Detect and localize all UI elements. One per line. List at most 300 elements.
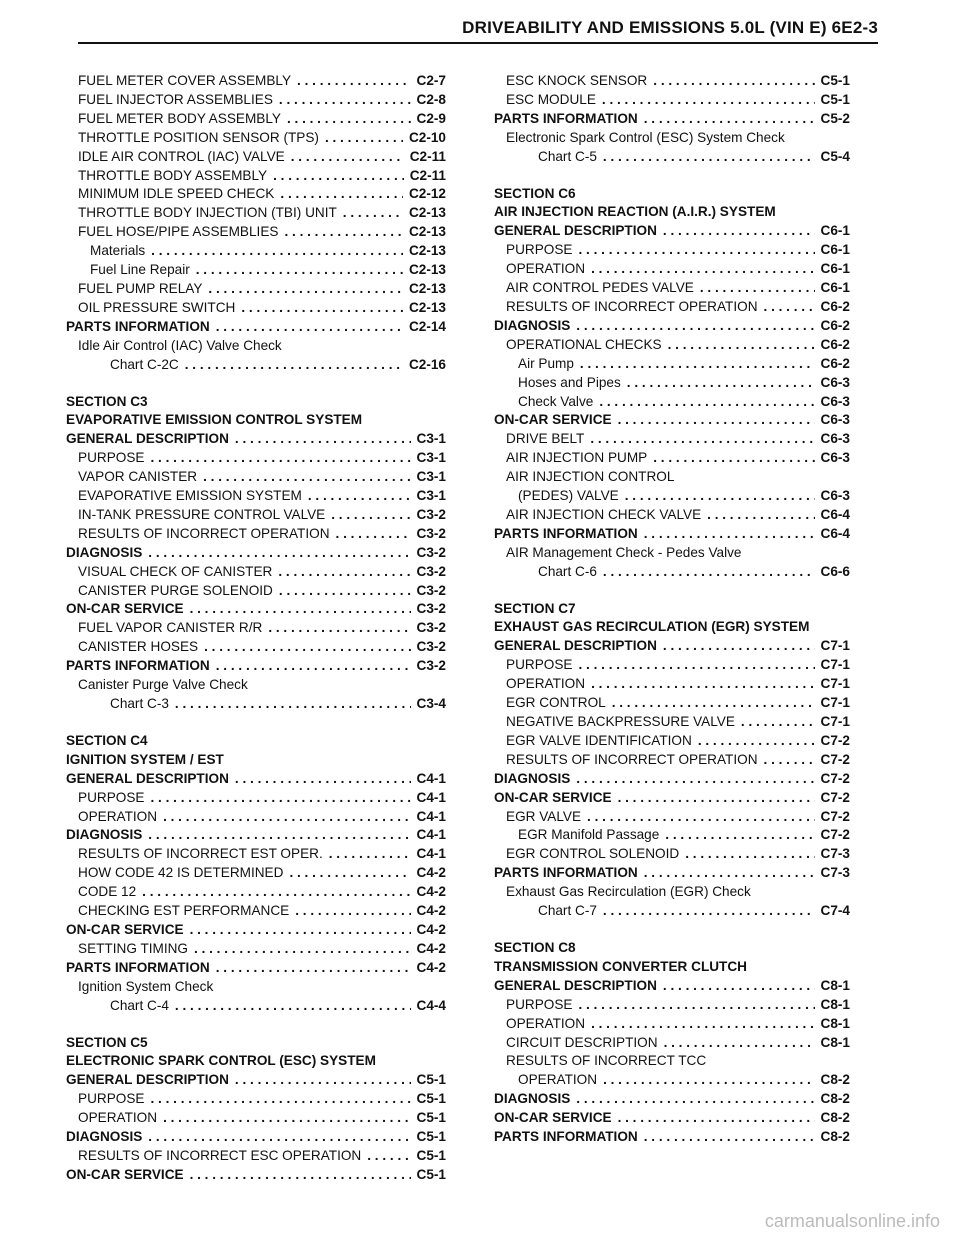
toc-entry — [494, 430, 850, 449]
toc-entry-title: RESULTS OF INCORRECT TCC — [506, 1053, 707, 1069]
toc-entry — [66, 129, 446, 148]
toc-page-number: C3-2 — [416, 620, 446, 636]
toc-entry — [494, 977, 850, 996]
dot-leader — [741, 713, 815, 732]
toc-entry — [494, 393, 850, 412]
dot-leader — [644, 864, 815, 883]
toc-left-column — [66, 72, 446, 1185]
dot-leader — [196, 261, 403, 280]
toc-page-number: C6-3 — [820, 450, 850, 466]
toc-page-number: C4-1 — [416, 846, 446, 862]
toc-page-number: C7-1 — [820, 714, 850, 729]
toc-entry-title: ON-CAR SERVICE — [66, 1166, 184, 1182]
dot-leader — [148, 1128, 410, 1147]
dot-leader — [163, 1109, 410, 1128]
dot-leader — [148, 544, 410, 563]
toc-entry — [494, 694, 850, 713]
toc-entry-title: Canister Purge Valve Check — [78, 677, 248, 693]
toc-page-number: C3-2 — [416, 563, 446, 579]
toc-entry-title: GENERAL DESCRIPTION — [66, 770, 229, 786]
dot-leader — [644, 525, 815, 544]
toc-entry — [66, 921, 446, 940]
toc-entry-title: EVAPORATIVE EMISSION CONTROL SYSTEM — [66, 412, 363, 428]
toc-entry-title: Materials — [90, 243, 146, 259]
toc-entry-title: CODE 12 — [78, 884, 137, 900]
toc-entry-title: FUEL METER COVER ASSEMBLY — [78, 73, 292, 88]
toc-page-number: C5-1 — [416, 1072, 446, 1088]
toc-entry-title: RESULTS OF INCORRECT OPERATION — [506, 751, 758, 767]
toc-entry-title: ON-CAR SERVICE — [494, 1110, 612, 1126]
toc-entry-title: Chart C-3 — [110, 696, 169, 711]
dot-leader — [279, 582, 411, 601]
toc-page-number: C8-2 — [820, 1072, 850, 1088]
toc-entry-title: EGR CONTROL — [506, 695, 606, 711]
toc-entry-title: ON-CAR SERVICE — [494, 412, 612, 428]
toc-entry-title: RESULTS OF INCORRECT OPERATION — [78, 525, 330, 541]
dot-leader — [663, 637, 815, 656]
toc-page-number: C5-1 — [820, 73, 850, 88]
toc-entry-title: ESC KNOCK SENSOR — [506, 73, 648, 88]
dot-leader — [235, 770, 411, 789]
toc-entry-title: PARTS INFORMATION — [494, 865, 638, 881]
toc-page-number: C7-1 — [820, 676, 850, 692]
toc-entry — [66, 223, 446, 242]
toc-entry-title: PARTS INFORMATION — [494, 1129, 638, 1145]
toc-page-number: C6-6 — [820, 563, 850, 579]
watermark: carmanualsonline.info — [764, 1211, 940, 1231]
dot-leader — [329, 845, 411, 864]
toc-page-number: C3-2 — [416, 506, 446, 522]
toc-page-number: C3-2 — [416, 658, 446, 674]
toc-entry-title: (PEDES) VALVE — [518, 488, 619, 504]
toc-entry-title: IDLE AIR CONTROL (IAC) VALVE — [78, 148, 285, 164]
page-header — [78, 18, 878, 44]
dot-leader — [618, 411, 815, 430]
toc-entry-title: OPERATION — [78, 808, 158, 824]
dot-leader — [336, 525, 411, 544]
toc-entry-title: ELECTRONIC SPARK CONTROL (ESC) SYSTEM — [66, 1053, 376, 1069]
toc-entry-title: CIRCUIT DESCRIPTION — [506, 1034, 658, 1050]
toc-page-number: C5-1 — [416, 1091, 446, 1107]
dot-leader — [627, 374, 815, 393]
toc-entry-title: AIR INJECTION PUMP — [506, 450, 648, 466]
section-heading — [66, 1034, 446, 1053]
toc-entry-title: RESULTS OF INCORRECT OPERATION — [506, 298, 758, 314]
toc-entry-title: CHECKING EST PERFORMANCE — [78, 903, 290, 919]
toc-entry — [66, 770, 446, 789]
dot-leader — [273, 167, 404, 186]
toc-entry-title: CANISTER PURGE SOLENOID — [78, 582, 273, 598]
dot-leader — [602, 91, 815, 110]
toc-entry-title: EVAPORATIVE EMISSION SYSTEM — [78, 488, 302, 504]
toc-page-number: C3-2 — [416, 544, 446, 560]
toc-page-number: C5-1 — [416, 1166, 446, 1182]
toc-page-number: C6-1 — [820, 223, 850, 239]
dot-leader — [203, 468, 410, 487]
toc-entry — [66, 356, 446, 375]
toc-page-number: C6-3 — [820, 488, 850, 504]
toc-entry-title: TRANSMISSION CONVERTER CLUTCH — [494, 958, 747, 974]
toc-page-number: C3-2 — [416, 582, 446, 598]
toc-page-number: C6-1 — [820, 261, 850, 277]
toc-entry-title: IGNITION SYSTEM / EST — [66, 751, 224, 767]
dot-leader — [764, 751, 815, 770]
toc-page-number: C6-4 — [820, 525, 850, 541]
toc-page-number: C6-4 — [820, 506, 850, 522]
toc-page-number: C4-1 — [416, 789, 446, 805]
section-spacer — [66, 714, 446, 732]
toc-page-number: C2-13 — [408, 299, 446, 315]
toc-entry — [494, 1090, 850, 1109]
section-heading — [66, 393, 446, 412]
dot-leader — [142, 883, 410, 902]
toc-entry-title: VISUAL CHECK OF CANISTER — [78, 563, 273, 579]
dot-leader — [241, 299, 403, 318]
dot-leader — [216, 959, 411, 978]
toc-entry-title: PURPOSE — [506, 242, 573, 258]
dot-leader — [578, 241, 814, 260]
toc-entry-title: PARTS INFORMATION — [494, 110, 638, 126]
toc-page-number: C7-2 — [820, 751, 850, 767]
toc-entry — [66, 619, 446, 638]
toc-entry — [494, 996, 850, 1015]
toc-entry — [494, 770, 850, 789]
toc-entry — [66, 676, 446, 695]
toc-page-number: C8-2 — [820, 1091, 850, 1107]
toc-entry-title: DIAGNOSIS — [494, 317, 571, 333]
toc-page-number: C6-2 — [820, 355, 850, 371]
toc-entry — [66, 242, 446, 261]
toc-entry — [494, 279, 850, 298]
toc-page-number: C4-1 — [416, 770, 446, 786]
dot-leader — [653, 449, 814, 468]
toc-entry-title: PURPOSE — [78, 1091, 145, 1107]
toc-page-number: C5-1 — [416, 1129, 446, 1145]
section-heading — [66, 1052, 446, 1071]
dot-leader — [175, 695, 411, 714]
toc-entry — [494, 91, 850, 110]
toc-entry-title: SECTION C3 — [66, 393, 148, 409]
section-heading — [494, 203, 850, 222]
dot-leader — [603, 902, 815, 921]
toc-entry — [66, 487, 446, 506]
toc-entry — [494, 845, 850, 864]
toc-page-number: C3-4 — [416, 696, 446, 711]
dot-leader — [325, 129, 403, 148]
dot-leader — [343, 204, 403, 223]
toc-entry — [494, 317, 850, 336]
toc-entry-title: IN-TANK PRESSURE CONTROL VALVE — [78, 506, 326, 522]
toc-page-number: C7-2 — [820, 789, 850, 805]
toc-entry-title: GENERAL DESCRIPTION — [494, 638, 657, 654]
toc-page-number: C7-2 — [820, 770, 850, 786]
toc-entry — [494, 468, 850, 487]
toc-page-number: C3-2 — [416, 601, 446, 617]
toc-page-number: C5-1 — [820, 91, 850, 107]
dot-leader — [665, 826, 814, 845]
toc-entry — [66, 449, 446, 468]
toc-entry — [66, 959, 446, 978]
section-spacer — [66, 1016, 446, 1034]
toc-page-number: C2-11 — [409, 167, 446, 183]
toc-entry-title: FUEL METER BODY ASSEMBLY — [78, 110, 281, 126]
toc-entry — [66, 1147, 446, 1166]
toc-entry-title: Fuel Line Repair — [90, 262, 190, 278]
dot-leader — [644, 110, 815, 129]
toc-page-number: C6-3 — [820, 431, 850, 447]
toc-entry-title: FUEL VAPOR CANISTER R/R — [78, 620, 263, 636]
toc-entry — [66, 997, 446, 1016]
header-text: DRIVEABILITY AND EMISSIONS 5.0L (VIN E) 6E2-3 — [462, 18, 878, 37]
toc-entry-title: MINIMUM IDLE SPEED CHECK — [78, 186, 275, 202]
toc-entry — [66, 563, 446, 582]
toc-entry — [494, 637, 850, 656]
dot-leader — [653, 72, 814, 91]
dot-leader — [698, 732, 815, 751]
toc-entry — [494, 1109, 850, 1128]
toc-entry — [494, 751, 850, 770]
toc-entry — [494, 148, 850, 167]
toc-entry-title: OPERATION — [506, 261, 586, 277]
dot-leader — [603, 148, 815, 167]
dot-leader — [216, 657, 411, 676]
dot-leader — [625, 487, 815, 506]
dot-leader — [150, 789, 410, 808]
toc-page-number: C3-1 — [416, 469, 446, 485]
dot-leader — [707, 506, 814, 525]
toc-entry-title: OPERATION — [506, 676, 586, 692]
toc-entry-title: GENERAL DESCRIPTION — [66, 431, 229, 447]
section-heading — [494, 600, 850, 619]
section-heading — [66, 411, 446, 430]
toc-entry — [66, 600, 446, 619]
toc-page-number: C4-2 — [416, 865, 446, 881]
toc-entry-title: THROTTLE BODY ASSEMBLY — [78, 167, 268, 183]
dot-leader — [576, 1090, 814, 1109]
dot-leader — [287, 110, 411, 129]
toc-entry — [66, 808, 446, 827]
toc-entry — [494, 826, 850, 845]
dot-leader — [235, 430, 411, 449]
toc-entry — [494, 1015, 850, 1034]
toc-entry — [494, 902, 850, 921]
dot-leader — [644, 1128, 815, 1147]
toc-entry-title: SECTION C4 — [66, 732, 148, 748]
toc-right-column — [494, 72, 850, 1147]
section-spacer — [66, 375, 446, 393]
toc-entry-title: SECTION C8 — [494, 939, 576, 955]
toc-entry-title: ON-CAR SERVICE — [494, 789, 612, 805]
toc-entry — [66, 978, 446, 997]
toc-entry — [66, 204, 446, 223]
toc-entry — [66, 1109, 446, 1128]
dot-leader — [599, 393, 814, 412]
toc-page-number: C4-2 — [416, 959, 446, 975]
toc-entry — [66, 638, 446, 657]
toc-entry-title: Air Pump — [518, 355, 574, 371]
toc-entry-title: Idle Air Control (IAC) Valve Check — [78, 337, 282, 353]
toc-page-number: C7-4 — [820, 903, 850, 919]
section-spacer — [494, 921, 850, 939]
dot-leader — [591, 260, 814, 279]
toc-entry-title: OPERATION — [78, 1110, 158, 1126]
toc-page-number: C3-1 — [416, 431, 446, 447]
toc-entry-title: DIAGNOSIS — [494, 1091, 571, 1107]
toc-page-number: C4-2 — [416, 903, 446, 919]
toc-page-number: C6-3 — [820, 374, 850, 390]
dot-leader — [150, 449, 410, 468]
toc-entry-title: Chart C-6 — [538, 563, 597, 579]
toc-entry — [494, 241, 850, 260]
toc-page-number: C2-13 — [408, 243, 446, 259]
toc-entry-title: GENERAL DESCRIPTION — [66, 1072, 229, 1088]
dot-leader — [663, 977, 815, 996]
toc-page-number: C3-2 — [416, 639, 446, 655]
toc-entry — [494, 713, 850, 732]
toc-page-number: C2-7 — [416, 73, 446, 88]
toc-entry-title: PURPOSE — [78, 450, 145, 466]
toc-page-number: C3-1 — [416, 450, 446, 466]
section-spacer — [494, 167, 850, 185]
toc-entry-title: SETTING TIMING — [78, 940, 189, 956]
section-heading — [66, 751, 446, 770]
toc-page-number: C5-1 — [416, 1110, 446, 1126]
dot-leader — [150, 1090, 410, 1109]
toc-entry — [494, 411, 850, 430]
dot-leader — [190, 1166, 411, 1185]
toc-entry — [494, 675, 850, 694]
dot-leader — [216, 318, 403, 337]
toc-page-number: C7-3 — [820, 865, 850, 881]
toc-entry-title: SECTION C6 — [494, 185, 576, 201]
toc-entry-title: AIR Management Check - Pedes Valve — [506, 544, 742, 560]
toc-page-number: C6-3 — [820, 393, 850, 409]
dot-leader — [764, 298, 815, 317]
dot-leader — [700, 279, 815, 298]
toc-entry — [66, 337, 446, 356]
dot-leader — [280, 185, 403, 204]
toc-entry-title: OPERATIONAL CHECKS — [506, 336, 662, 352]
toc-page-number: C6-1 — [820, 242, 850, 258]
toc-entry-title: Check Valve — [518, 393, 594, 409]
section-heading — [494, 958, 850, 977]
dot-leader — [578, 996, 814, 1015]
toc-entry — [494, 656, 850, 675]
toc-page-number: C7-3 — [820, 846, 850, 862]
toc-page-number: C5-4 — [820, 148, 850, 164]
dot-leader — [578, 656, 814, 675]
toc-entry — [494, 789, 850, 808]
section-heading — [66, 732, 446, 751]
toc-page-number: C6-2 — [820, 336, 850, 352]
toc-page-number: C2-9 — [416, 110, 446, 126]
toc-page-number: C8-1 — [820, 977, 850, 993]
toc-page-number: C7-2 — [820, 732, 850, 748]
toc-entry — [66, 261, 446, 280]
toc-page-number: C8-2 — [820, 1110, 850, 1126]
toc-page-number: C4-1 — [416, 827, 446, 843]
dot-leader — [367, 1147, 410, 1166]
dot-leader — [295, 902, 410, 921]
dot-leader — [284, 223, 403, 242]
toc-page-number: C2-12 — [408, 186, 446, 202]
toc-page-number: C6-3 — [820, 412, 850, 428]
toc-entry-title: AIR CONTROL PEDES VALVE — [506, 280, 694, 296]
toc-entry-title: PARTS INFORMATION — [66, 658, 210, 674]
toc-entry — [494, 563, 850, 582]
toc-entry — [66, 280, 446, 299]
section-spacer — [494, 582, 850, 600]
dot-leader — [576, 770, 814, 789]
toc-entry-title: CANISTER HOSES — [78, 639, 199, 655]
toc-page-number: C8-1 — [820, 1015, 850, 1031]
toc-page-number: C6-2 — [820, 317, 850, 333]
toc-entry — [66, 506, 446, 525]
dot-leader — [591, 1015, 814, 1034]
dot-leader — [185, 356, 403, 375]
dot-leader — [591, 675, 814, 694]
dot-leader — [603, 1071, 814, 1090]
dot-leader — [663, 222, 815, 241]
section-heading — [494, 618, 850, 637]
toc-entry — [494, 1128, 850, 1147]
toc-entry — [66, 1071, 446, 1090]
toc-page-number: C3-2 — [416, 525, 446, 541]
toc-entry — [494, 222, 850, 241]
toc-entry-title: PARTS INFORMATION — [66, 318, 210, 334]
toc-entry-title: EXHAUST GAS RECIRCULATION (EGR) SYSTEM — [494, 619, 810, 635]
toc-page-number: C4-2 — [416, 884, 446, 900]
toc-entry — [66, 185, 446, 204]
toc-entry-title: FUEL HOSE/PIPE ASSEMBLIES — [78, 224, 279, 240]
toc-page-number: C2-13 — [408, 280, 446, 296]
toc-entry — [66, 695, 446, 714]
toc-entry — [66, 883, 446, 902]
toc-entry — [66, 864, 446, 883]
toc-entry-title: Electronic Spark Control (ESC) System Check — [506, 129, 785, 145]
toc-page-number: C2-13 — [408, 224, 446, 240]
toc-page-number: C8-1 — [820, 996, 850, 1012]
toc-entry — [494, 374, 850, 393]
toc-entry-title: SECTION C5 — [66, 1034, 148, 1050]
toc-entry — [66, 72, 446, 91]
toc-entry — [66, 430, 446, 449]
toc-entry-title: Ignition System Check — [78, 978, 214, 994]
toc-entry-title: DRIVE BELT — [506, 431, 585, 447]
toc-entry — [494, 525, 850, 544]
toc-entry-title: FUEL PUMP RELAY — [78, 280, 203, 296]
toc-page-number: C7-2 — [820, 827, 850, 843]
toc-entry — [66, 468, 446, 487]
dot-leader — [278, 563, 410, 582]
toc-entry-title: DIAGNOSIS — [66, 827, 143, 843]
toc-entry-title: PARTS INFORMATION — [494, 525, 638, 541]
toc-entry — [66, 91, 446, 110]
toc-entry-title: PARTS INFORMATION — [66, 959, 210, 975]
toc-entry-title: THROTTLE BODY INJECTION (TBI) UNIT — [78, 205, 337, 221]
toc-entry-title: Exhaust Gas Recirculation (EGR) Check — [506, 884, 751, 900]
toc-entry-title: NEGATIVE BACKPRESSURE VALVE — [506, 714, 735, 729]
dot-leader — [612, 694, 815, 713]
toc-entry — [66, 657, 446, 676]
dot-leader — [590, 430, 814, 449]
toc-entry — [66, 582, 446, 601]
dot-leader — [194, 940, 411, 959]
toc-page-number: C2-13 — [408, 262, 446, 278]
toc-entry — [66, 299, 446, 318]
toc-entry — [494, 298, 850, 317]
toc-entry — [494, 1034, 850, 1053]
